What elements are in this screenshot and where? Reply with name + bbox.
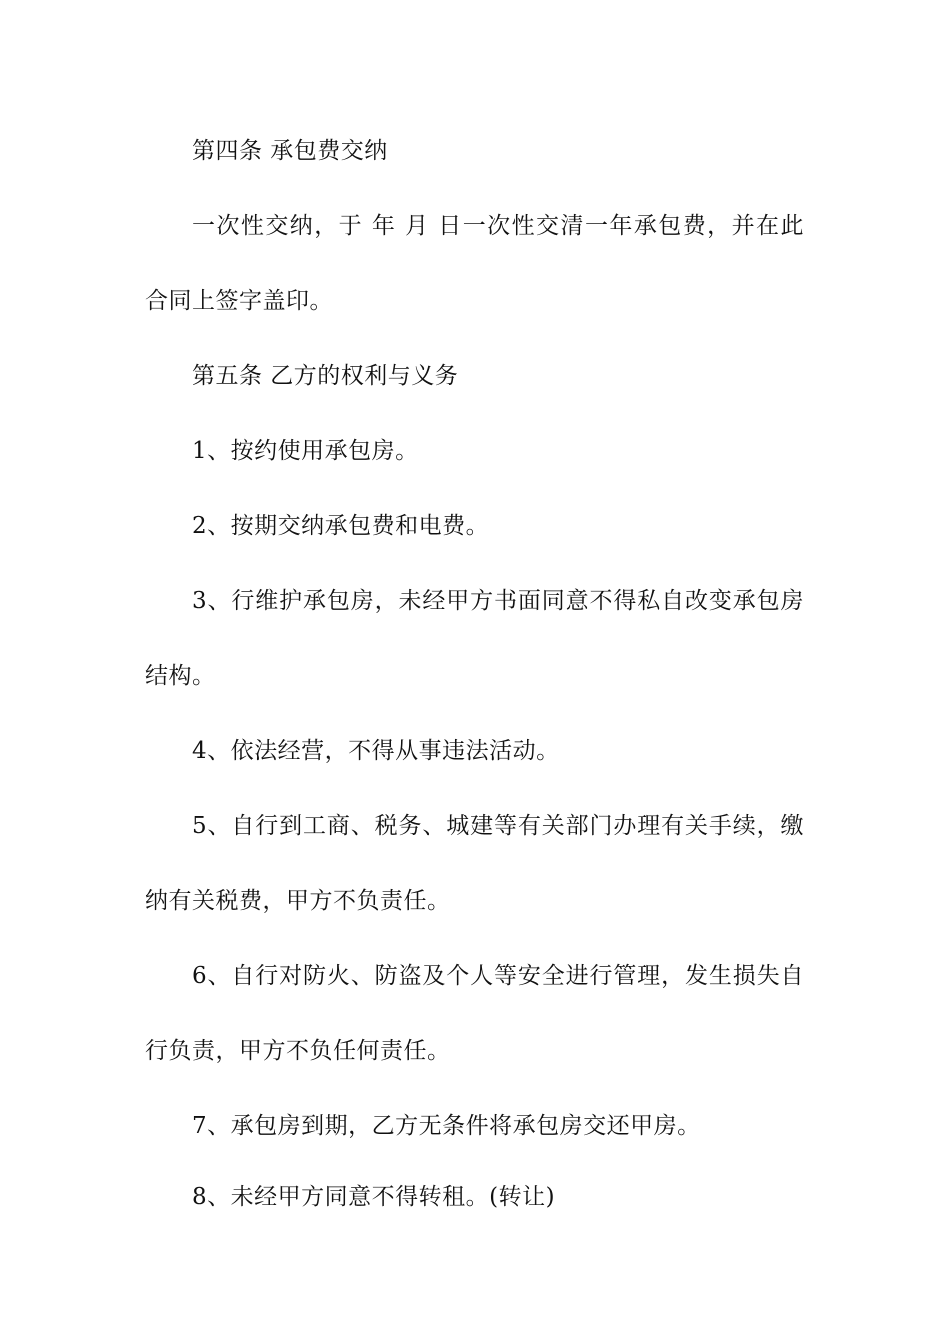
article-5-item-8: 8、未经甲方同意不得转租。(转让) (192, 1184, 556, 1210)
article-5-item-1: 1、按约使用承包房。 (192, 438, 419, 464)
article-4-paragraph-line-1: 一次性交纳，于 年 月 日一次性交清一年承包费，并在此 (192, 213, 804, 239)
article-4-heading: 第四条 承包费交纳 (192, 138, 388, 164)
article-5-item-2: 2、按期交纳承包费和电费。 (192, 513, 490, 539)
article-5-item-6-line-1: 6、自行对防火、防盗及个人等安全进行管理，发生损失自 (192, 963, 804, 989)
article-5-item-5-line-1: 5、自行到工商、税务、城建等有关部门办理有关手续，缴 (192, 813, 804, 839)
article-5-item-3-line-2: 结构。 (145, 663, 216, 689)
article-5-item-6-line-2: 行负责，甲方不负任何责任。 (145, 1038, 451, 1064)
article-5-heading: 第五条 乙方的权利与义务 (192, 363, 459, 389)
article-5-item-3-line-1: 3、行维护承包房，未经甲方书面同意不得私自改变承包房 (192, 588, 804, 614)
article-4-paragraph-line-2: 合同上签字盖印。 (145, 288, 333, 314)
article-5-item-5-line-2: 纳有关税费，甲方不负责任。 (145, 888, 451, 914)
article-5-item-4: 4、依法经营，不得从事违法活动。 (192, 738, 560, 764)
article-5-item-7: 7、承包房到期，乙方无条件将承包房交还甲房。 (192, 1113, 701, 1139)
